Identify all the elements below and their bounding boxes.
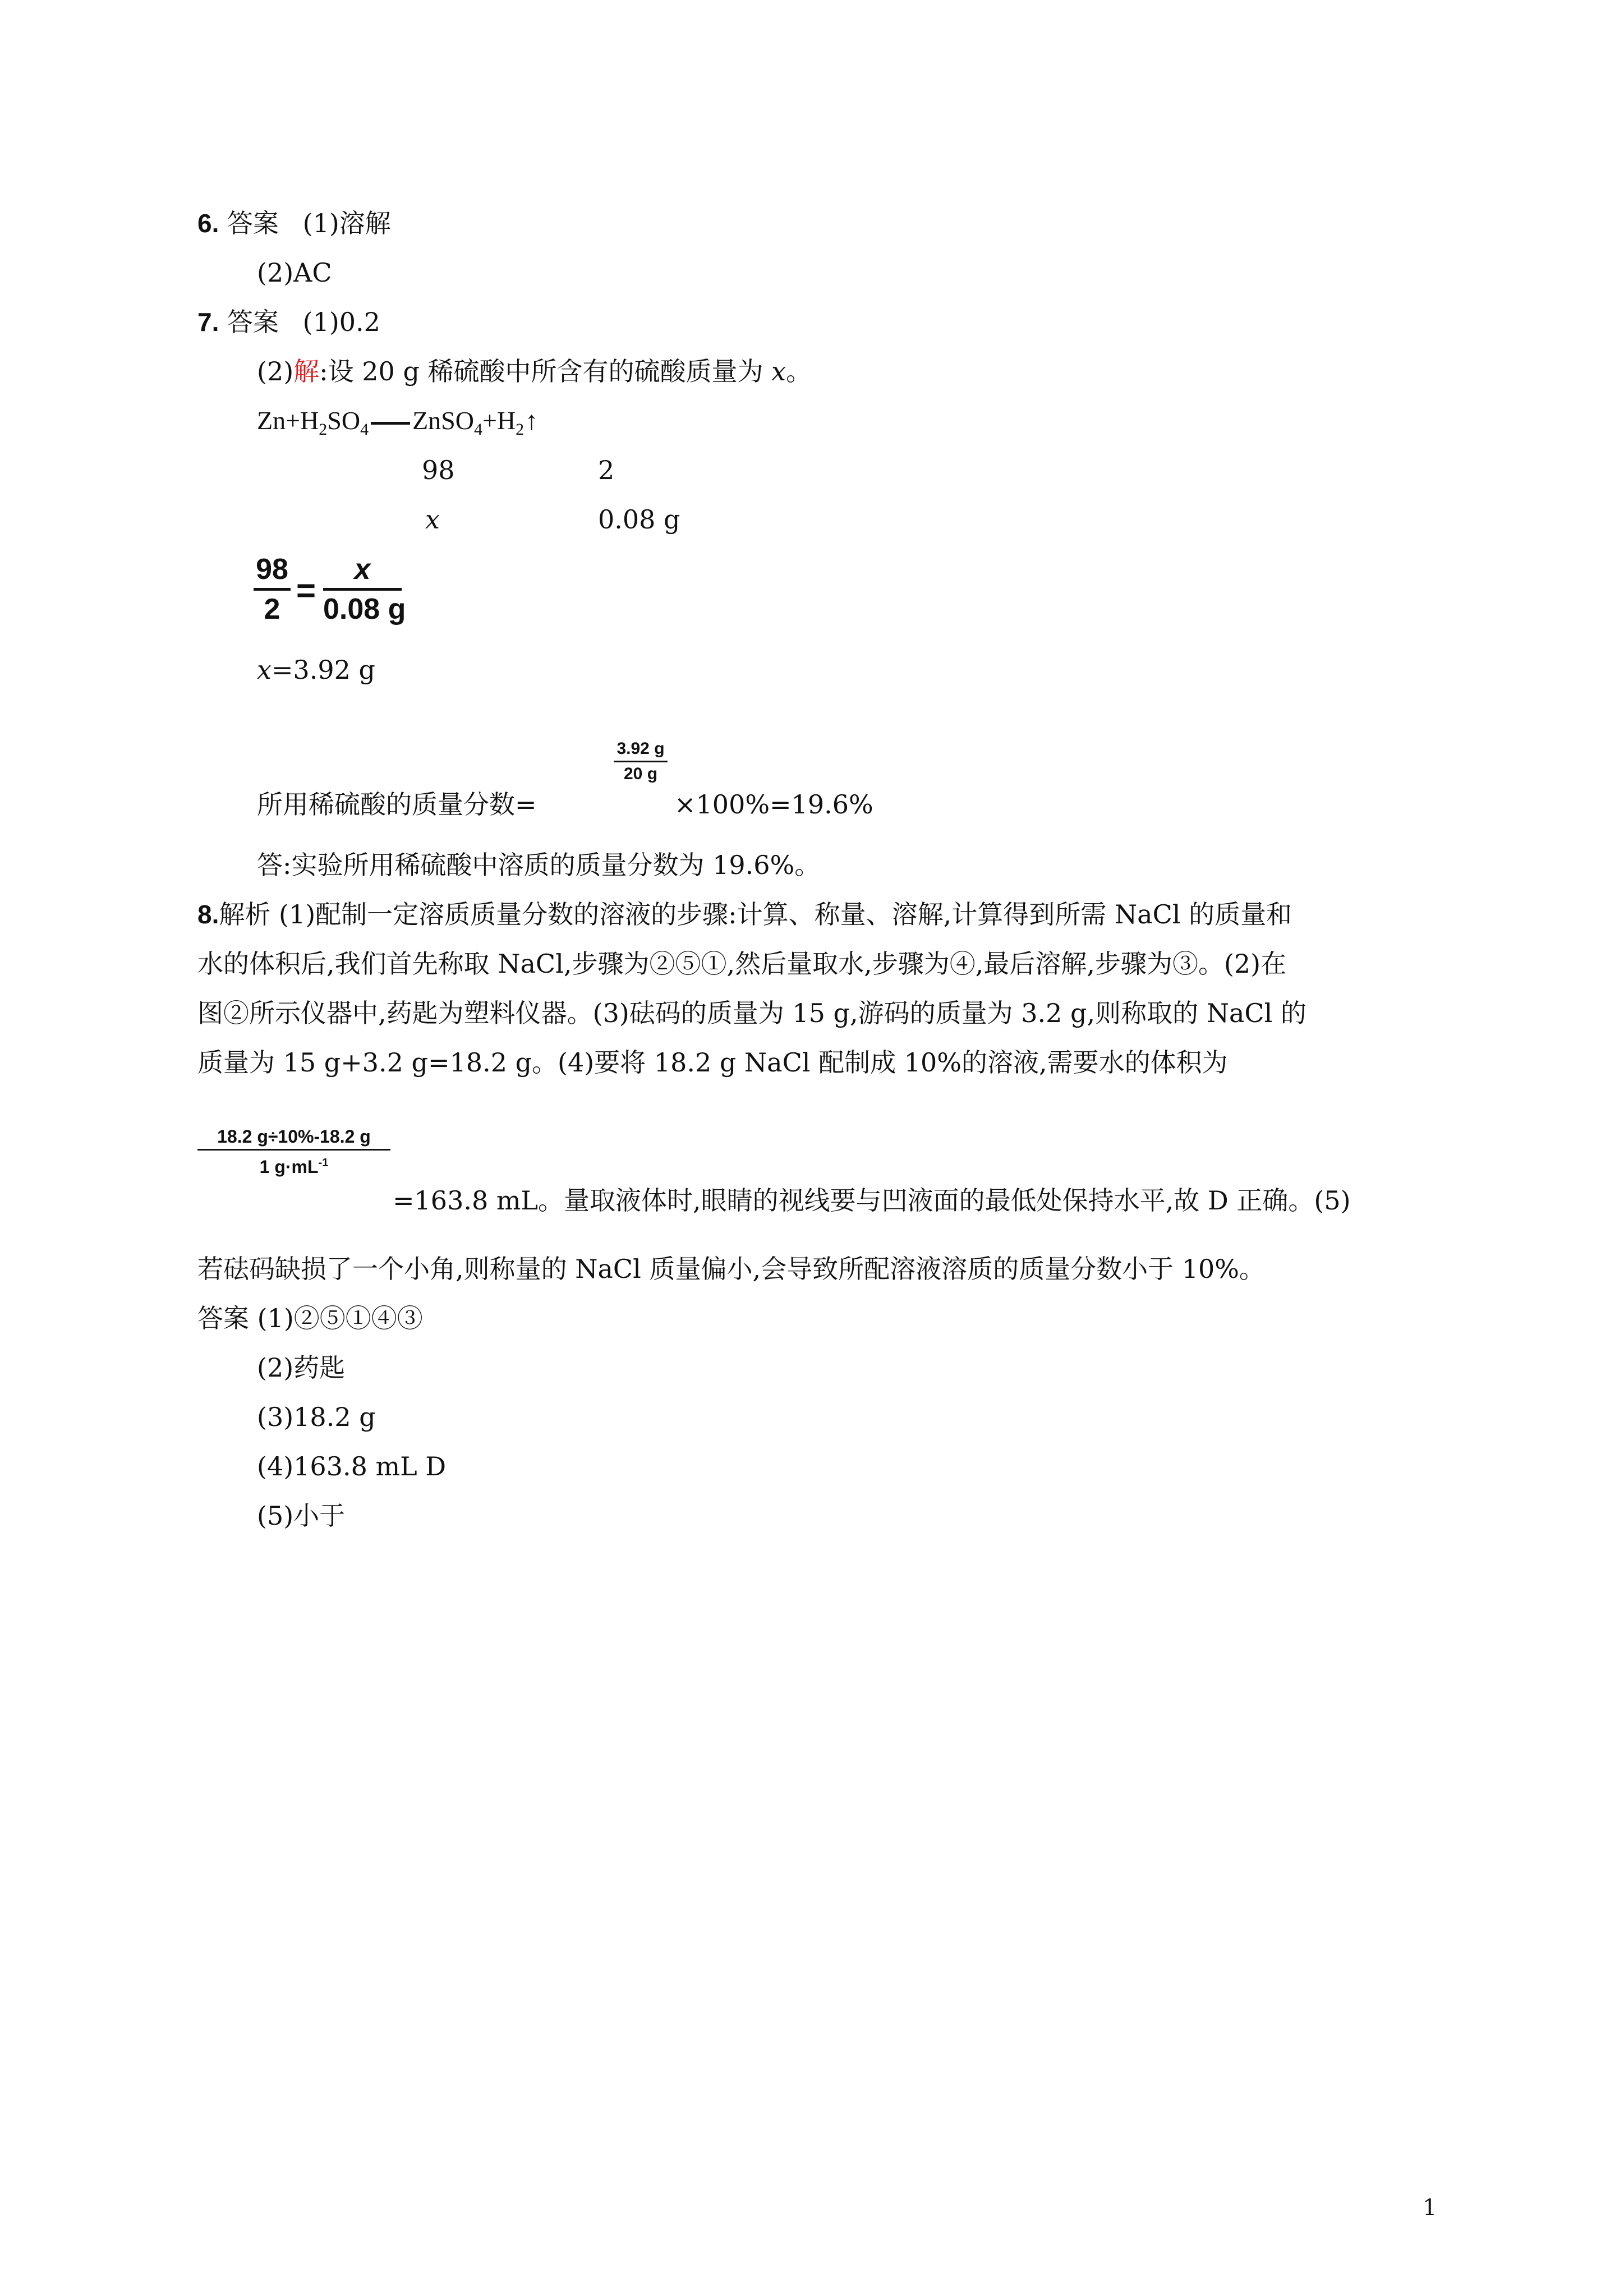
equals-sign: = <box>296 572 316 609</box>
q8-line-6: 若砝码缺损了一个小角,则称量的 NaCl 质量偏小,会导致所配溶液溶质的质量分数小于 10%。 <box>197 1254 1265 1284</box>
q8-answer-4: (4)163.8 mL D <box>257 1451 447 1481</box>
q6-label: 答案 <box>227 208 279 238</box>
q8-line-1: 8.解析 (1)配制一定溶质质量分数的溶液的步骤:计算、称量、溶解,计算得到所需 NaCl 的质量和 <box>197 899 1292 930</box>
q7-header <box>197 305 380 339</box>
fraction-water-volume: 18.2 g÷10%-18.2 g 1 $g\cdot mL^{-1}$ <box>197 1125 390 1178</box>
q8-line-2: 水的体积后,我们首先称取 NaCl,步骤为②⑤①,然后量取水,步骤为④,最后溶解,步骤为③。(2)在 <box>197 949 1287 979</box>
page-number: 1 <box>1423 2195 1437 2221</box>
q8-answer-3: (3)18.2 g <box>257 1402 376 1432</box>
ratio-row-1-right: 2 <box>598 455 615 485</box>
q8-answer-5: (5)小于 <box>257 1501 346 1531</box>
gas-arrow-icon: ↑ <box>525 406 539 435</box>
solution-keyword: 解 <box>293 356 320 386</box>
ratio-row-2-right: 0.08 g <box>598 504 680 535</box>
ratio-row-2-left: x <box>425 504 440 535</box>
fraction-98-over-2: 98 2 <box>254 552 291 627</box>
q6-number: 6. <box>197 209 219 238</box>
q8-line-3: 图②所示仪器中,药匙为塑料仪器。(3)砝码的质量为 15 g,游码的质量为 3.2 g,则称取的 NaCl 的 <box>197 998 1306 1028</box>
ratio-row-1-left: 98 <box>422 455 455 485</box>
q6-answer-2: (2)AC <box>257 257 332 288</box>
x-result: x=3.92 g <box>257 655 375 685</box>
q8-line-4: 质量为 15 g+3.2 g=18.2 g。(4)要将 18.2 g NaCl 配制成 10%的溶液,需要水的体积为 <box>197 1047 1228 1078</box>
q7-part2-setup: (2)解:设 20 g 稀硫酸中所含有的硫酸质量为 x。 <box>257 356 812 386</box>
q7-number: 7. <box>197 307 219 337</box>
q6-answer-1: (1)溶解 <box>302 208 391 238</box>
fraction-x-over-mass: x 0.08 g <box>323 553 406 625</box>
mass-fraction-label: 所用稀硫酸的质量分数= <box>257 789 537 820</box>
q7-answer-1: (1)0.2 <box>302 307 380 337</box>
q7-label: 答案 <box>227 307 279 337</box>
q8-line-5: =163.8 mL。量取液体时,眼睛的视线要与凹液面的最低处保持水平,故 D 正确。(5) <box>393 1185 1351 1216</box>
q6-header <box>197 206 391 240</box>
q8-number: 8. <box>197 900 219 929</box>
reaction-double-bar <box>371 422 410 425</box>
chemical-equation: $Zn+H_2SO_4$ $ZnSO_4+H_2↑$ <box>257 404 538 447</box>
q8-answer-2: (2)药匙 <box>257 1352 346 1383</box>
q7-final-answer: 答:实验所用稀硫酸中溶质的质量分数为 19.6%。 <box>257 850 821 880</box>
mass-fraction-result: ×100%=19.6% <box>674 789 873 820</box>
q8-answer-header: 答案 (1)②⑤①④③ <box>197 1303 423 1333</box>
fraction-3-92-over-20: 3.92 g 20 g <box>614 738 668 785</box>
